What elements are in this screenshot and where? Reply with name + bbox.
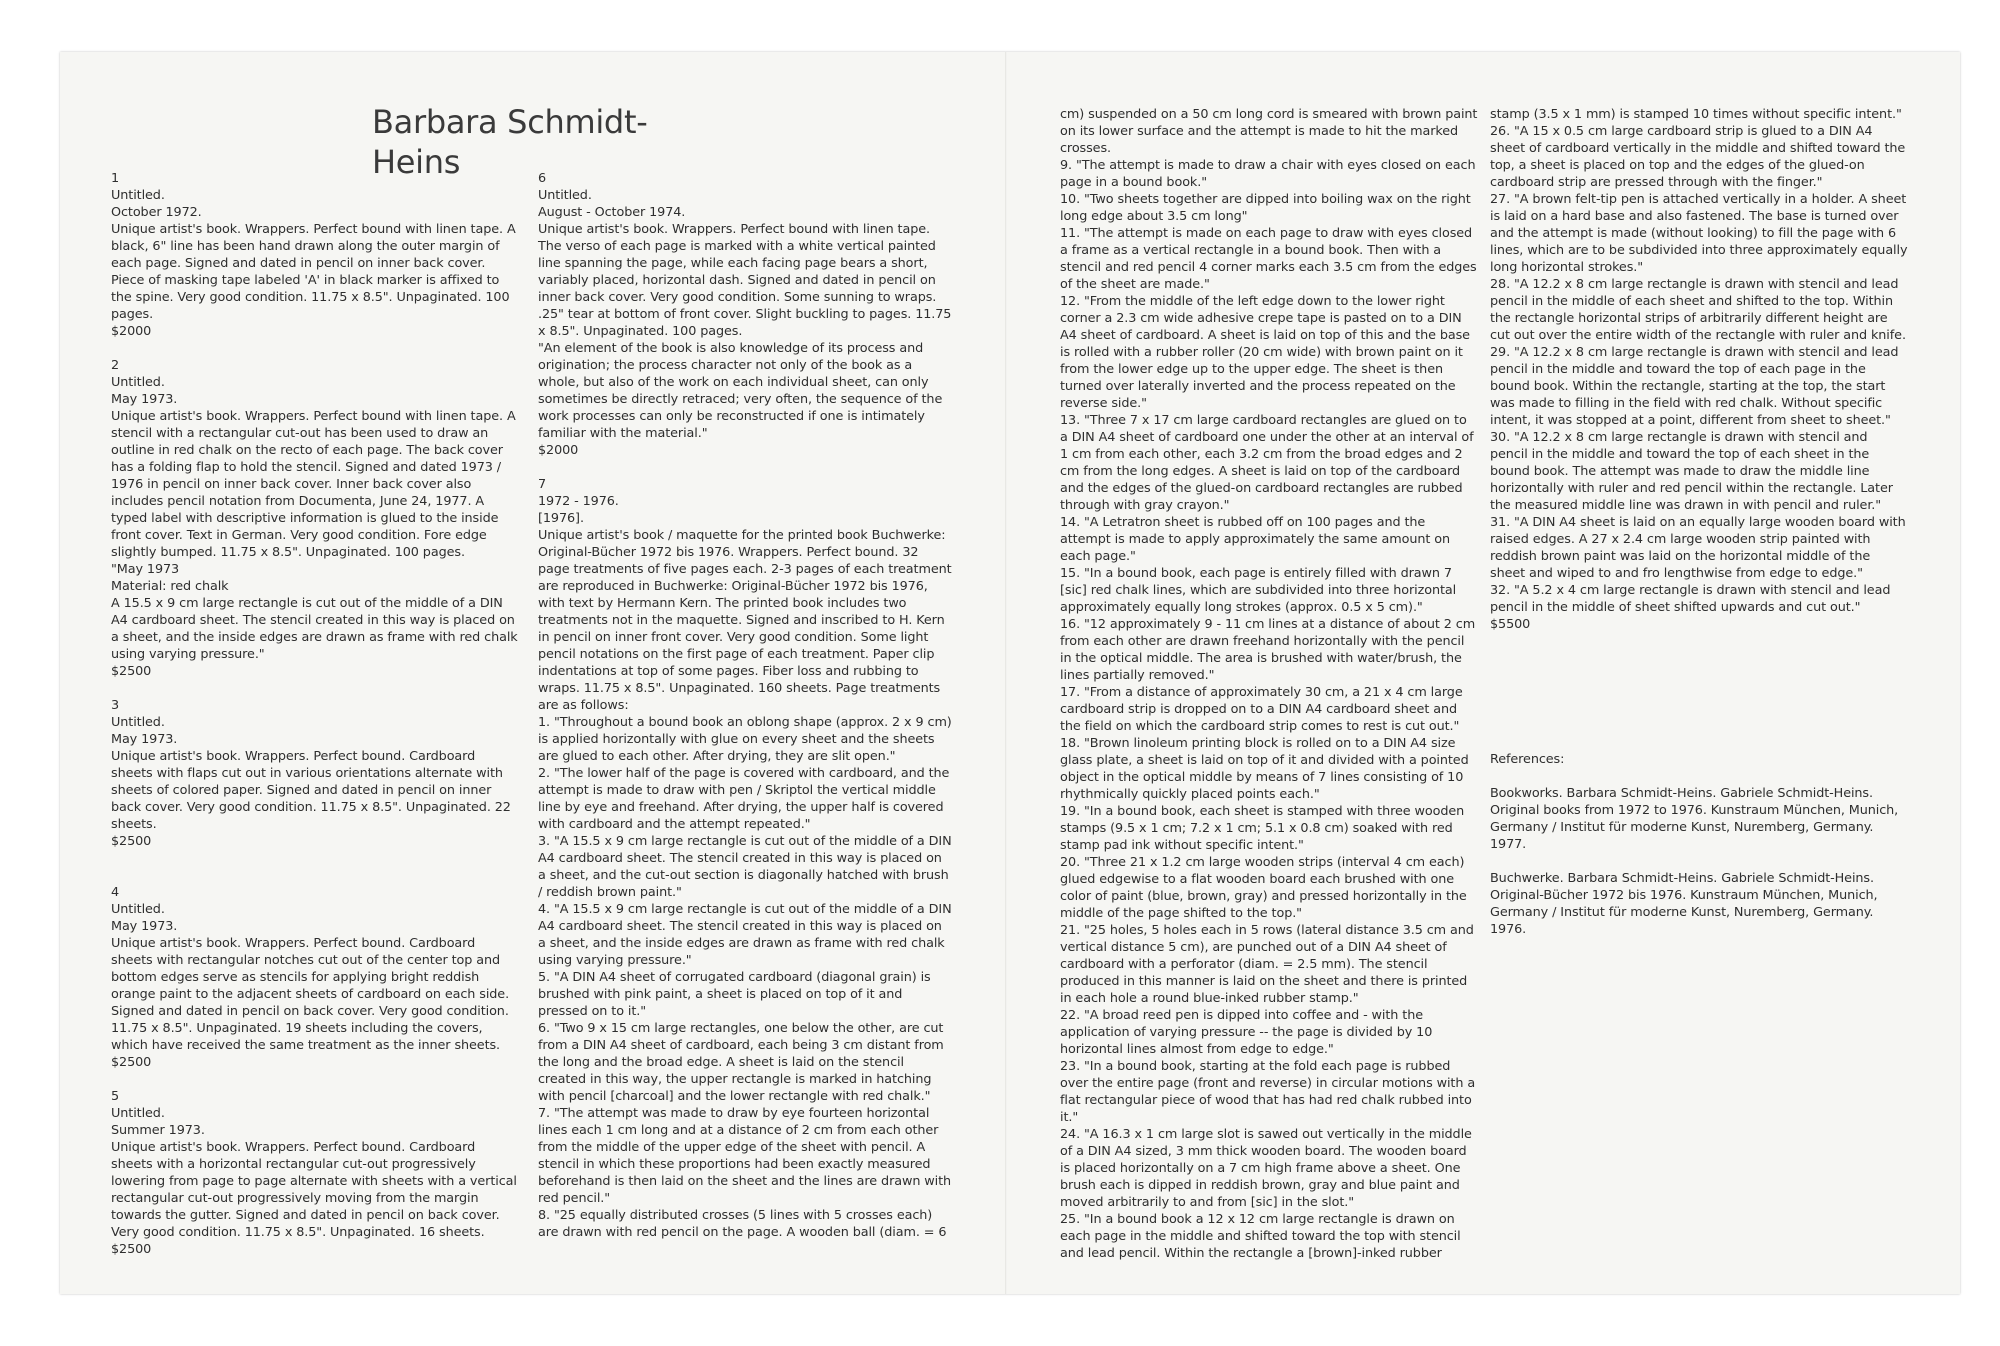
entry-title: 1972 - 1976. xyxy=(538,494,619,509)
entry-price: $2500 xyxy=(111,834,152,849)
treatment-item: 3. "A 15.5 x 9 cm large rectangle is cut out of the middle of a DIN A4 cardboard sheet. The stencil created in this way is placed on a sheet, and the cut-out section is diagonally hatched with brush / reddish brown paint." xyxy=(538,834,952,900)
column-2 xyxy=(538,170,952,1258)
entry-title: Untitled. xyxy=(111,1106,165,1121)
treatment-item: 18. "Brown linoleum printing block is rolled on to a DIN A4 size glass plate, a sheet is laid on top of it and divided with a pointed object in the optical middle by means of 7 lines consisting of 10 rhythmically quickly placed points each." xyxy=(1060,736,1469,802)
treatment-item: 23. "In a bound book, starting at the fold each page is rubbed over the entire page (front and reverse) in circular motions with a flat rectangular piece of wood that has had red chalk rubbed into it." xyxy=(1060,1059,1476,1125)
treatment-item: 26. "A 15 x 0.5 cm large cardboard strip is glued to a DIN A4 sheet of cardboard vertically in the middle and shifted toward the top, a sheet is placed on top and the edges of the glued-on cardboard strip are pressed through with the finger." xyxy=(1490,124,1906,190)
entry-6 xyxy=(538,170,952,459)
entry-quote-text: "An element of the book is also knowledge of its process and origination; the process character not only of the book as a whole, but also of the work on each individual sheet, can only sometimes be directly retraced; very often, the sequence of the work processes can only be reconstructed if one is intimately familiar with the material." xyxy=(538,341,943,441)
treatment-item: 32. "A 5.2 x 4 cm large rectangle is drawn with stencil and lead pencil in the middle of sheet shifted upwards and cut out." xyxy=(1490,583,1891,615)
treatment-item: 28. "A 12.2 x 8 cm large rectangle is drawn with stencil and lead pencil in the middle of each sheet and shifted to the top. Within the rectangle horizontal strips of arbitrarily different height are cut out over the entire width of the rectangle with ruler and knife. xyxy=(1490,277,1906,343)
entry-title: Untitled. xyxy=(111,902,165,917)
entry-7 xyxy=(538,476,952,1241)
entry-title: Untitled. xyxy=(111,715,165,730)
treatment-item: 31. "A DIN A4 sheet is laid on an equally large wooden board with raised edges. A 27 x 2.4 cm large wooden strip painted with reddish brown paint was laid on the horizontal middle of the sheet and wiped to and fro lengthwise from edge to edge." xyxy=(1490,515,1906,581)
treatment-item: 13. "Three 7 x 17 cm large cardboard rectangles are glued on to a DIN A4 sheet of cardboard one under the other at an interval of 1 cm from each other, each 3.2 cm from the broad edges and 2 cm from the long edges. A sheet is laid on top of the cardboard and the edges of the glued-on cardboard rectangles are rubbed through with gray crayon." xyxy=(1060,413,1474,513)
treatment-item: 27. "A brown felt-tip pen is attached vertically in a holder. A sheet is laid on a hard base and also fastened. The base is turned over and the attempt is made (without looking) to fill the page with 6 lines, which are to be subdivided into three approximately equally long horizontal strokes." xyxy=(1490,192,1908,275)
treatment-item: 25. "In a bound book a 12 x 12 cm large rectangle is drawn on each page in the middle and shifted toward the top with stencil and lead pencil. Within the rectangle a [brown]-inked rubber xyxy=(1060,1212,1461,1261)
entry-1 xyxy=(111,170,518,340)
entry-price: $5500 xyxy=(1490,617,1531,632)
entry-quote-material: Material: red chalk xyxy=(111,579,229,594)
entry-number: 2 xyxy=(111,358,120,373)
column-3 xyxy=(1060,106,1478,1262)
treatment-item: 21. "25 holes, 5 holes each in 5 rows (lateral distance 3.5 cm and vertical distance 5 cm), are punched out of a DIN A4 sheet of cardboard with a perforator (diam. = 2.5 mm). The stencil produced in this manner is laid on the sheet and there is printed in each hole a round blue-inked rubber stamp." xyxy=(1060,923,1474,1006)
entry-date: October 1972. xyxy=(111,205,202,220)
entry-description: Unique artist's book. Wrappers. Perfect bound. Cardboard sheets with a horizontal rectangular cut-out progressively lowering from page to page alternate with sheets with a vertical rectangular cut-out progressively moving from the margin towards the gutter. Signed and dated in pencil on back cover. Very good condition. 11.75 x 8.5". Unpaginated. 16 sheets. xyxy=(111,1140,517,1240)
entry-number: 5 xyxy=(111,1089,120,1104)
entry-price: $2500 xyxy=(111,1242,152,1257)
treatment-item: 15. "In a bound book, each page is entirely filled with drawn 7 [sic] red chalk lines, which are subdivided into three horizontal approximately equally long strokes (approx. 0.5 x 5 cm)." xyxy=(1060,566,1457,615)
treatment-item: 11. "The attempt is made on each page to draw with eyes closed a frame as a vertical rectangle in a bound book. Then with a stencil and red pencil 4 corner marks each 3.5 cm from the edges of the sheet are made." xyxy=(1060,226,1477,292)
treatment-item: 7. "The attempt was made to draw by eye fourteen horizontal lines each 1 cm long and at a distance of 2 cm from each other from the middle of the upper edge of the sheet with pencil. A stencil in which these proportions had been exactly measured beforehand is then laid on the sheet and the lines are drawn with red pencil." xyxy=(538,1106,952,1206)
reference-item: Buchwerke. Barbara Schmidt-Heins. Gabriele Schmidt-Heins. Original-Bücher 1972 bis 1976. Kunstraum München, Munich, Germany / Institut für moderne Kunst, Nuremberg, Germany. 1976. xyxy=(1490,871,1878,937)
entry-number: 1 xyxy=(111,171,120,186)
treatment-item: 16. "12 approximately 9 - 11 cm lines at a distance of about 2 cm from each other are drawn freehand horizontally with the pencil in the optical middle. The area is brushed with water/brush, the lines partially removed." xyxy=(1060,617,1476,683)
entry-title: Untitled. xyxy=(111,375,165,390)
entry-date: May 1973. xyxy=(111,732,178,747)
treatment-item: 4. "A 15.5 x 9 cm large rectangle is cut out of the middle of a DIN A4 cardboard sheet. The stencil created in this way is placed on a sheet, and the inside edges are drawn as frame with red chalk using varying pressure." xyxy=(538,902,952,968)
entry-3 xyxy=(111,697,518,850)
entry-description: Unique artist's book. Wrappers. Perfect bound with linen tape. A stencil with a rectangular cut-out has been used to draw an outline in red chalk on the recto of each page. The back cover has a folding flap to hold the stencil. Signed and dated 1973 / 1976 in pencil on inner back cover. Inner back cover also includes pencil notation from Documenta, June 24, 1977. A typed label with descriptive information is glued to the inside front cover. Text in German. Very good condition. Fore edge slightly bumped. 11.75 x 8.5". Unpaginated. 100 pages. xyxy=(111,409,516,560)
page-fold xyxy=(1005,52,1007,1294)
entry-price: $2000 xyxy=(111,324,152,339)
entry-number: 3 xyxy=(111,698,120,713)
entry-description: Unique artist's book. Wrappers. Perfect bound with linen tape. A black, 6" line has been hand drawn along the outer margin of each page. Signed and dated in pencil on inner back cover. Piece of masking tape labeled 'A' in black marker is affixed to the spine. Very good condition. 11.75 x 8.5". Unpaginated. 100 pages. xyxy=(111,222,516,322)
entry-quote-text: A 15.5 x 9 cm large rectangle is cut out of the middle of a DIN A4 cardboard sheet. The stencil created in this way is placed on a sheet, and the inside edges are drawn as frame with red chalk using varying pressure." xyxy=(111,596,518,662)
treatment-item: 19. "In a bound book, each sheet is stamped with three wooden stamps (9.5 x 1 cm; 7.2 x 1 cm; 5.1 x 0.8 cm) soaked with red stamp pad ink without specific intent." xyxy=(1060,804,1465,853)
treatment-item: 30. "A 12.2 x 8 cm large rectangle is drawn with stencil and pencil in the middle and toward the top of each sheet in the bound book. The attempt was made to draw the middle line horizontally with ruler and red pencil within the rectangle. Later the measured middle line was drawn in with pencil and ruler." xyxy=(1490,430,1893,513)
entry-date: [1976]. xyxy=(538,511,584,526)
treatment-item: 14. "A Letratron sheet is rubbed off on 100 pages and the attempt is made to apply approximately the same amount on each page." xyxy=(1060,515,1450,564)
references-section xyxy=(1490,751,1908,938)
treatment-item: 24. "A 16.3 x 1 cm large slot is sawed out vertically in the middle of a DIN A4 sized, 3 mm thick wooden board. The wooden board is placed horizontally on a 7 cm high frame above a sheet. One brush each is dipped in reddish brown, gray and blue paint and moved arbitrarily to and from [sic] in the slot." xyxy=(1060,1127,1472,1210)
entry-number: 6 xyxy=(538,171,547,186)
treatment-item: 29. "A 12.2 x 8 cm large rectangle is drawn with stencil and lead pencil in the middle and toward the top of each page in the bound book. Within the rectangle, starting at the top, the start was made to filling in the field with red chalk. Without specific intent, it was stopped at a point, different from sheet to sheet." xyxy=(1490,345,1899,428)
treatment-item: 10. "Two sheets together are dipped into boiling wax on the right long edge about 3.5 cm long" xyxy=(1060,192,1471,224)
treatment-item: 6. "Two 9 x 15 cm large rectangles, one below the other, are cut from a DIN A4 sheet of cardboard, each being 3 cm distant from the long and the broad edge. A sheet is laid on the stencil created in this way, the upper rectangle is marked in hatching with pencil [charcoal] and the lower rectangle with red chalk." xyxy=(538,1021,944,1104)
treatment-item: 1. "Throughout a bound book an oblong shape (approx. 2 x 9 cm) is applied horizontally with glue on every sheet and the sheets are glued to each other. After drying, they are slit open." xyxy=(538,715,952,764)
treatment-item: 22. "A broad reed pen is dipped into coffee and - with the application of varying pressure -- the page is divided by 10 horizontal lines almost from edge to edge." xyxy=(1060,1008,1433,1057)
entry-title: Untitled. xyxy=(111,188,165,203)
treatment-item: 20. "Three 21 x 1.2 cm large wooden strips (interval 4 cm each) glued edgewise to a flat wooden board each brushed with one color of paint (blue, brown, gray) and pressed horizontally in the middle of the page shifted to the top." xyxy=(1060,855,1467,921)
treatment-item: 8. "25 equally distributed crosses (5 lines with 5 crosses each) are drawn with red pencil on the page. A wooden ball (diam. = 6 xyxy=(538,1208,947,1240)
column-1 xyxy=(111,170,518,1275)
entry-price: $2000 xyxy=(538,443,579,458)
treatment-item: stamp (3.5 x 1 mm) is stamped 10 times without specific intent." xyxy=(1490,107,1902,122)
entry-5 xyxy=(111,1088,518,1258)
treatment-item: 12. "From the middle of the left edge down to the lower right corner a 2.3 cm wide adhesive crepe tape is pasted on to a DIN A4 sheet of cardboard. A sheet is laid on top of this and the base is rolled with a rubber roller (20 cm wide) with brown paint on it from the lower edge up to the upper edge. The sheet is then turned over laterally inverted and the process repeated on the reverse side." xyxy=(1060,294,1470,411)
column-4 xyxy=(1490,106,1908,955)
entry-number: 4 xyxy=(111,885,120,900)
entry-2 xyxy=(111,357,518,680)
treatment-item: cm) suspended on a 50 cm long cord is smeared with brown paint on its lower surface and the attempt is made to hit the marked crosses. xyxy=(1060,107,1478,156)
entry-date: August - October 1974. xyxy=(538,205,686,220)
entry-description: Unique artist's book. Wrappers. Perfect bound. Cardboard sheets with rectangular notches cut out of the center top and bottom edges serve as stencils for applying bright reddish orange paint to the adjacent sheets of cardboard on each side. Signed and dated in pencil on back cover. Very good condition. 11.75 x 8.5". Unpaginated. 19 sheets including the covers, which have received the same treatment as the inner sheets. xyxy=(111,936,510,1053)
entry-title: Untitled. xyxy=(538,188,592,203)
entry-description: Unique artist's book. Wrappers. Perfect bound. Cardboard sheets with flaps cut out in various orientations alternate with sheets of colored paper. Signed and dated in pencil on inner back cover. Very good condition. 11.75 x 8.5". Unpaginated. 22 sheets. xyxy=(111,749,511,832)
treatment-item: 17. "From a distance of approximately 30 cm, a 21 x 4 cm large cardboard strip is dropped on to a DIN A4 cardboard sheet and the field on which the cardboard strip comes to rest is cut out." xyxy=(1060,685,1463,734)
references-heading: References: xyxy=(1490,752,1565,767)
treatment-item: 9. "The attempt is made to draw a chair with eyes closed on each page in a bound book." xyxy=(1060,158,1476,190)
entry-date: May 1973. xyxy=(111,919,178,934)
entry-quote-line: "May 1973 xyxy=(111,562,180,577)
entry-price: $2500 xyxy=(111,1055,152,1070)
entry-description: Unique artist's book / maquette for the printed book Buchwerke: Original-Bücher 1972 bis 1976. Wrappers. Perfect bound. 32 page treatments of five pages each. 2-3 pages of each treatment are reproduced in Buchwerke: Original-Bücher 1972 bis 1976, with text by Hermann Kern. The printed book includes two treatments not in the maquette. Signed and inscribed to H. Kern in pencil on inner front cover. Very good condition. Some light pencil notations on the first page of each treatment. Paper clip indentations at top of some pages. Fiber loss and rubbing to wraps. 11.75 x 8.5". Unpaginated. 160 sheets. Page treatments are as follows: xyxy=(538,528,952,713)
entry-date: Summer 1973. xyxy=(111,1123,205,1138)
page-title: Barbara Schmidt-Heins xyxy=(372,103,648,181)
entry-number: 7 xyxy=(538,477,547,492)
reference-item: Bookworks. Barbara Schmidt-Heins. Gabriele Schmidt-Heins. Original books from 1972 to 1976. Kunstraum München, Munich, Germany / Institut für moderne Kunst, Nuremberg, Germany. 1977. xyxy=(1490,786,1899,852)
entry-price: $2500 xyxy=(111,664,152,679)
entry-4 xyxy=(111,884,518,1071)
entry-description: Unique artist's book. Wrappers. Perfect bound with linen tape. The verso of each page is marked with a white vertical painted line spanning the page, while each facing page bears a short, variably placed, horizontal dash. Signed and dated in pencil on inner back cover. Very good condition. Some sunning to wraps. .25" tear at bottom of front cover. Slight buckling to pages. 11.75 x 8.5". Unpaginated. 100 pages. xyxy=(538,222,952,339)
treatment-item: 5. "A DIN A4 sheet of corrugated cardboard (diagonal grain) is brushed with pink paint, a sheet is placed on top of it and pressed on to it." xyxy=(538,970,931,1019)
treatment-item: 2. "The lower half of the page is covered with cardboard, and the attempt is made to draw with pen / Skriptol the vertical middle line by eye and freehand. After drying, the upper half is covered with cardboard and the attempt repeated." xyxy=(538,766,950,832)
spacer xyxy=(111,867,518,884)
entry-date: May 1973. xyxy=(111,392,178,407)
